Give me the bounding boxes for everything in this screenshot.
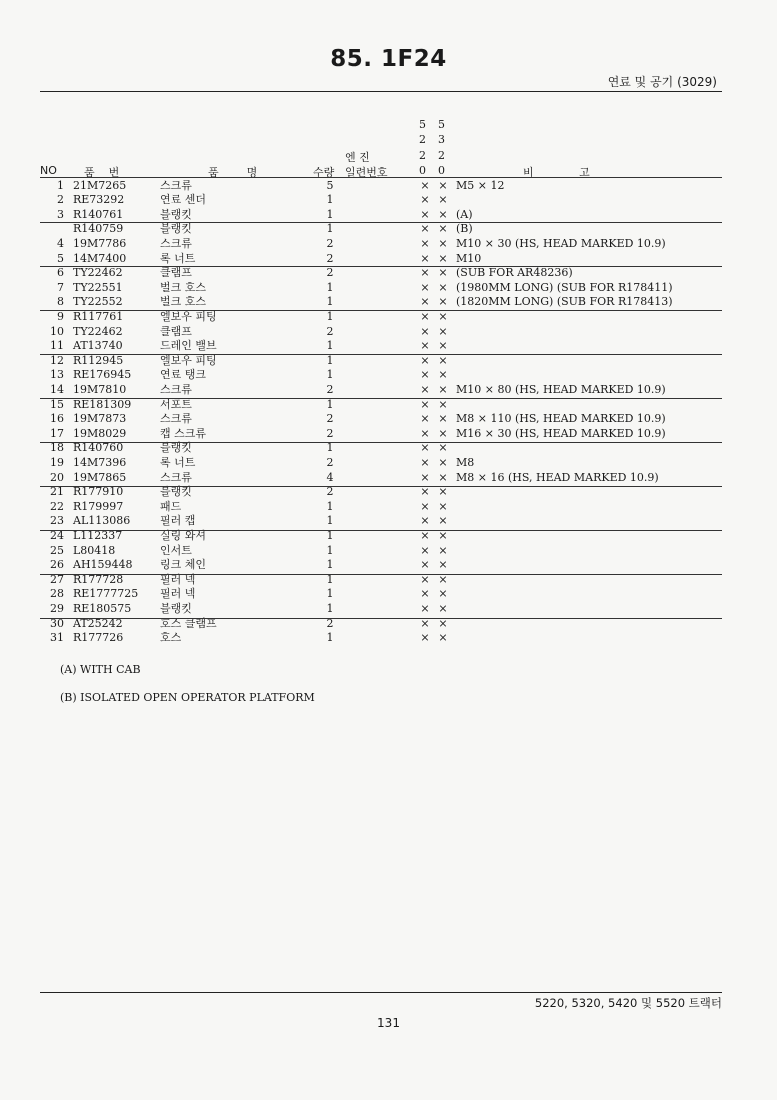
cell-part: AT25242: [73, 616, 123, 630]
cell-name: 실링 와셔: [160, 528, 207, 542]
cell-name: 록 너트: [160, 251, 196, 265]
cell-remark: (1820MM LONG) (SUB FOR R178413): [456, 295, 673, 309]
model-5320-digit-4: 0: [438, 164, 445, 177]
cell-qty: 1: [326, 353, 334, 367]
cell-remark: (1980MM LONG) (SUB FOR R178411): [456, 280, 673, 294]
table-row: [40, 193, 722, 208]
cell-no: 19: [50, 455, 64, 469]
cell-qty: 1: [326, 528, 334, 542]
cell-remark: (B): [456, 222, 473, 236]
cell-remark: (A): [456, 207, 473, 221]
cell-name: 필러 넥: [160, 587, 196, 601]
cell-x1: ×: [420, 485, 430, 499]
table-row: [40, 179, 722, 194]
cell-x1: ×: [420, 455, 430, 469]
section-subtitle: 연료 및 공기 (3029): [607, 75, 717, 89]
cell-part: AL113086: [73, 514, 131, 528]
cell-x2: ×: [438, 280, 448, 294]
cell-x1: ×: [420, 353, 430, 367]
cell-name: 필러 넥: [160, 572, 196, 586]
cell-x2: ×: [438, 266, 448, 280]
group-divider: [40, 266, 722, 267]
cell-part: 21M7265: [73, 178, 127, 192]
cell-qty: 1: [326, 368, 334, 382]
cell-qty: 1: [326, 295, 334, 309]
cell-x1: ×: [420, 412, 430, 426]
cell-qty: 2: [326, 324, 334, 338]
cell-remark: M16 × 30 (HS, HEAD MARKED 10.9): [456, 426, 666, 440]
cell-part: R179997: [73, 499, 124, 513]
table-row: [40, 471, 722, 486]
cell-qty: 1: [326, 601, 334, 615]
cell-x2: ×: [438, 558, 448, 572]
cell-x1: ×: [420, 616, 430, 630]
cell-no: 15: [50, 397, 64, 411]
table-row: [40, 544, 722, 559]
table-row: [40, 427, 722, 442]
page-title: 85. 1F24: [330, 46, 447, 72]
cell-x2: ×: [438, 514, 448, 528]
group-divider: [40, 398, 722, 399]
cell-part: AT13740: [73, 339, 123, 353]
group-divider: [40, 354, 722, 355]
cell-x1: ×: [420, 558, 430, 572]
cell-part: 19M7786: [73, 236, 127, 250]
cell-qty: 2: [326, 426, 334, 440]
cell-x1: ×: [420, 631, 430, 645]
header-part-no: 품 번: [84, 166, 120, 179]
cell-part: TY22462: [73, 266, 123, 280]
cell-x1: ×: [420, 339, 430, 353]
cell-no: 14: [50, 382, 64, 396]
cell-part: R140761: [73, 207, 124, 221]
header-divider: [40, 177, 722, 178]
table-row: [40, 237, 722, 252]
cell-no: 7: [57, 280, 64, 294]
cell-name: 스크류: [160, 236, 192, 250]
cell-part: RE73292: [73, 193, 125, 207]
cell-x1: ×: [420, 309, 430, 323]
table-row: [40, 631, 722, 646]
cell-part: 19M8029: [73, 426, 127, 440]
cell-part: R140760: [73, 441, 124, 455]
cell-qty: 2: [326, 382, 334, 396]
cell-no: 23: [50, 514, 64, 528]
cell-no: 24: [50, 528, 64, 542]
cell-qty: 1: [326, 558, 334, 572]
model-5320-digit-2: 3: [438, 133, 445, 146]
cell-x2: ×: [438, 368, 448, 382]
cell-part: R177910: [73, 485, 124, 499]
cell-part: R177726: [73, 631, 124, 645]
cell-qty: 1: [326, 587, 334, 601]
cell-qty: 1: [326, 280, 334, 294]
cell-part: RE176945: [73, 368, 132, 382]
cell-no: 29: [50, 601, 64, 615]
cell-qty: 1: [326, 207, 334, 221]
cell-x1: ×: [420, 397, 430, 411]
cell-no: 12: [50, 353, 64, 367]
note-b: (B) ISOLATED OPEN OPERATOR PLATFORM: [60, 691, 315, 704]
cell-part: R117761: [73, 309, 124, 323]
cell-no: 31: [50, 631, 64, 645]
table-row: [40, 354, 722, 369]
cell-name: 블랭킷: [160, 222, 192, 236]
cell-no: 26: [50, 558, 64, 572]
page-number: 131: [377, 1016, 400, 1030]
cell-name: 스크류: [160, 382, 192, 396]
cell-x2: ×: [438, 455, 448, 469]
cell-x2: ×: [438, 601, 448, 615]
cell-x1: ×: [420, 236, 430, 250]
cell-x1: ×: [420, 382, 430, 396]
model-5220-digit-2: 2: [419, 133, 426, 146]
cell-name: 벌크 호스: [160, 295, 207, 309]
cell-no: 4: [57, 236, 64, 250]
cell-name: 필러 캡: [160, 514, 196, 528]
cell-no: 6: [57, 266, 64, 280]
cell-x2: ×: [438, 236, 448, 250]
cell-name: 블랭킷: [160, 441, 192, 455]
cell-part: 19M7873: [73, 412, 127, 426]
cell-x1: ×: [420, 222, 430, 236]
cell-no: 5: [57, 251, 64, 265]
table-row: [40, 339, 722, 354]
cell-x1: ×: [420, 266, 430, 280]
cell-remark: (SUB FOR AR48236): [456, 266, 573, 280]
group-divider: [40, 310, 722, 311]
cell-no: 10: [50, 324, 64, 338]
bottom-divider: [40, 992, 722, 993]
cell-part: 14M7400: [73, 251, 127, 265]
cell-x1: ×: [420, 251, 430, 265]
table-row: [40, 295, 722, 310]
group-divider: [40, 618, 722, 619]
cell-x1: ×: [420, 193, 430, 207]
cell-qty: 2: [326, 485, 334, 499]
cell-x2: ×: [438, 499, 448, 513]
cell-part: R140759: [73, 222, 124, 236]
cell-qty: 1: [326, 543, 334, 557]
cell-x1: ×: [420, 470, 430, 484]
cell-name: 연료 센더: [160, 193, 207, 207]
table-row: [40, 398, 722, 413]
cell-name: 블랭킷: [160, 485, 192, 499]
cell-qty: 1: [326, 499, 334, 513]
model-5220-digit-4: 0: [419, 164, 426, 177]
engine-label-bottom: 일련번호: [345, 166, 388, 179]
cell-part: R177728: [73, 572, 124, 586]
cell-x2: ×: [438, 616, 448, 630]
cell-remark: M10: [456, 251, 482, 265]
cell-x1: ×: [420, 426, 430, 440]
cell-part: 19M7810: [73, 382, 127, 396]
cell-x2: ×: [438, 412, 448, 426]
cell-part: TY22552: [73, 295, 123, 309]
cell-part: RE180575: [73, 601, 132, 615]
table-row: [40, 412, 722, 427]
cell-x2: ×: [438, 485, 448, 499]
cell-x2: ×: [438, 339, 448, 353]
cell-qty: 2: [326, 455, 334, 469]
cell-no: 28: [50, 587, 64, 601]
cell-remark: M5 × 12: [456, 178, 505, 192]
cell-qty: 2: [326, 266, 334, 280]
table-row: [40, 281, 722, 296]
table-row: [40, 252, 722, 267]
table-row: [40, 500, 722, 515]
cell-no: 25: [50, 543, 64, 557]
cell-name: 인서트: [160, 543, 192, 557]
cell-part: AH159448: [73, 558, 133, 572]
cell-qty: 2: [326, 251, 334, 265]
cell-no: 21: [50, 485, 64, 499]
cell-name: 패드: [160, 499, 182, 513]
table-row: [40, 441, 722, 456]
cell-part: RE181309: [73, 397, 132, 411]
cell-x1: ×: [420, 207, 430, 221]
cell-remark: M10 × 30 (HS, HEAD MARKED 10.9): [456, 236, 666, 250]
cell-qty: 1: [326, 339, 334, 353]
cell-qty: 1: [326, 441, 334, 455]
cell-name: 록 너트: [160, 455, 196, 469]
table-row: [40, 529, 722, 544]
cell-name: 클램프: [160, 266, 192, 280]
cell-part: L80418: [73, 543, 116, 557]
cell-part: TY22462: [73, 324, 123, 338]
cell-remark: M8 × 110 (HS, HEAD MARKED 10.9): [456, 412, 666, 426]
cell-x2: ×: [438, 353, 448, 367]
cell-no: 22: [50, 499, 64, 513]
cell-name: 엘보우 피팅: [160, 309, 217, 323]
note-a: (A) WITH CAB: [60, 663, 141, 676]
model-5320-digit-3: 2: [438, 149, 445, 162]
cell-no: 1: [57, 178, 64, 192]
table-row: [40, 456, 722, 471]
group-divider: [40, 222, 722, 223]
cell-x1: ×: [420, 280, 430, 294]
cell-no: 16: [50, 412, 64, 426]
cell-part: L112337: [73, 528, 123, 542]
table-row: [40, 485, 722, 500]
cell-x2: ×: [438, 382, 448, 396]
cell-qty: 1: [326, 397, 334, 411]
table-row: [40, 368, 722, 383]
cell-name: 호스 클램프: [160, 616, 217, 630]
cell-x2: ×: [438, 631, 448, 645]
cell-qty: 2: [326, 236, 334, 250]
cell-x1: ×: [420, 178, 430, 192]
engine-label-top: 엔 진: [345, 151, 370, 164]
cell-name: 서포트: [160, 397, 192, 411]
cell-x2: ×: [438, 528, 448, 542]
cell-no: 9: [57, 309, 64, 323]
model-5220-digit-3: 2: [419, 149, 426, 162]
footer-models: 5220, 5320, 5420 및 5520 트랙터: [534, 996, 722, 1010]
cell-qty: 2: [326, 616, 334, 630]
table-row: [40, 602, 722, 617]
cell-name: 스크류: [160, 178, 192, 192]
cell-x1: ×: [420, 441, 430, 455]
header-qty: 수량: [313, 166, 335, 179]
group-divider: [40, 442, 722, 443]
cell-qty: 1: [326, 514, 334, 528]
cell-name: 연료 탱크: [160, 368, 207, 382]
cell-name: 벌크 호스: [160, 280, 207, 294]
cell-part: 19M7865: [73, 470, 127, 484]
cell-qty: 5: [326, 178, 334, 192]
cell-x1: ×: [420, 324, 430, 338]
cell-x2: ×: [438, 397, 448, 411]
top-divider: [40, 91, 722, 92]
table-row: [40, 514, 722, 529]
cell-remark: M8 × 16 (HS, HEAD MARKED 10.9): [456, 470, 659, 484]
table-row: [40, 208, 722, 223]
cell-name: 엘보우 피팅: [160, 353, 217, 367]
cell-no: 20: [50, 470, 64, 484]
cell-qty: 1: [326, 631, 334, 645]
cell-qty: 1: [326, 222, 334, 236]
cell-no: 11: [50, 339, 64, 353]
cell-no: 2: [57, 193, 64, 207]
table-row: [40, 383, 722, 398]
cell-x2: ×: [438, 295, 448, 309]
cell-x2: ×: [438, 207, 448, 221]
cell-no: 30: [50, 616, 64, 630]
cell-no: 27: [50, 572, 64, 586]
cell-part: TY22551: [73, 280, 123, 294]
table-row: [40, 310, 722, 325]
cell-x1: ×: [420, 587, 430, 601]
table-row: [40, 558, 722, 573]
cell-x1: ×: [420, 543, 430, 557]
group-divider: [40, 530, 722, 531]
cell-no: 17: [50, 426, 64, 440]
group-divider: [40, 486, 722, 487]
cell-name: 클램프: [160, 324, 192, 338]
cell-x2: ×: [438, 587, 448, 601]
table-row: [40, 325, 722, 340]
cell-qty: 2: [326, 412, 334, 426]
table-row: [40, 587, 722, 602]
cell-part: 14M7396: [73, 455, 127, 469]
cell-x2: ×: [438, 572, 448, 586]
cell-qty: 1: [326, 309, 334, 323]
model-5220-digit-1: 5: [419, 118, 426, 131]
cell-x1: ×: [420, 295, 430, 309]
cell-name: 캡 스크류: [160, 426, 207, 440]
cell-no: 8: [57, 295, 64, 309]
cell-x2: ×: [438, 178, 448, 192]
cell-no: 13: [50, 368, 64, 382]
cell-x2: ×: [438, 543, 448, 557]
cell-part: RE1777725: [73, 587, 139, 601]
header-remarks: 비 고: [523, 166, 590, 179]
header-part-name: 품 명: [208, 166, 258, 179]
cell-qty: 1: [326, 193, 334, 207]
cell-x2: ×: [438, 251, 448, 265]
model-5320-digit-1: 5: [438, 118, 445, 131]
cell-no: 18: [50, 441, 64, 455]
cell-x1: ×: [420, 368, 430, 382]
header-no: NO: [40, 164, 57, 177]
cell-name: 블랭킷: [160, 207, 192, 221]
cell-x2: ×: [438, 324, 448, 338]
table-row: [40, 266, 722, 281]
cell-name: 스크류: [160, 412, 192, 426]
cell-x1: ×: [420, 601, 430, 615]
cell-name: 호스: [160, 631, 182, 645]
cell-qty: 4: [326, 470, 334, 484]
cell-qty: 1: [326, 572, 334, 586]
cell-x2: ×: [438, 426, 448, 440]
cell-x1: ×: [420, 499, 430, 513]
cell-name: 블랭킷: [160, 601, 192, 615]
cell-x1: ×: [420, 528, 430, 542]
cell-x2: ×: [438, 222, 448, 236]
cell-name: 드레인 밸브: [160, 339, 217, 353]
group-divider: [40, 574, 722, 575]
cell-no: 3: [57, 207, 64, 221]
cell-remark: M8: [456, 455, 475, 469]
cell-x2: ×: [438, 470, 448, 484]
cell-name: 스크류: [160, 470, 192, 484]
cell-x2: ×: [438, 309, 448, 323]
cell-x1: ×: [420, 514, 430, 528]
cell-x2: ×: [438, 441, 448, 455]
cell-x2: ×: [438, 193, 448, 207]
cell-remark: M10 × 80 (HS, HEAD MARKED 10.9): [456, 382, 666, 396]
table-row: [40, 222, 722, 237]
cell-x1: ×: [420, 572, 430, 586]
cell-name: 링크 체인: [160, 558, 207, 572]
cell-part: R112945: [73, 353, 124, 367]
